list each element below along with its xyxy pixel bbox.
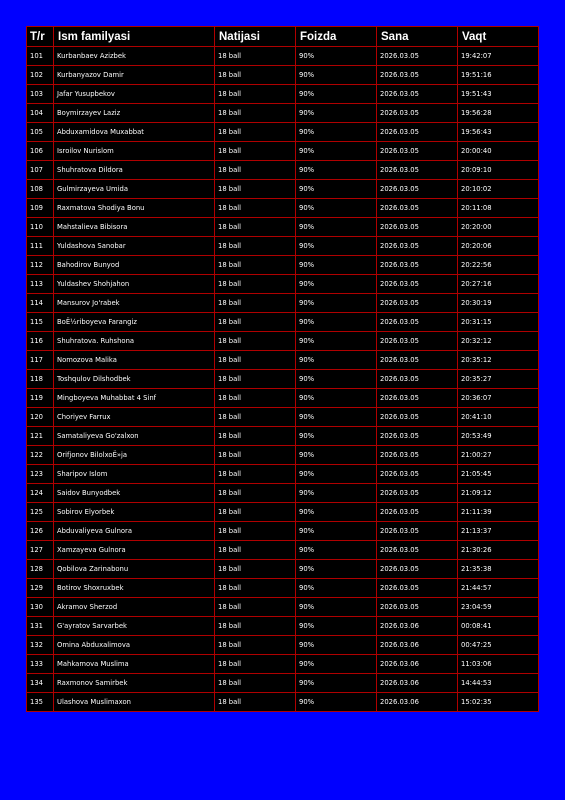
cell-date: 2026.03.05 xyxy=(377,560,458,579)
header-row xyxy=(27,27,539,47)
cell-full-name: Sharipov Islom xyxy=(54,465,215,484)
cell-percent: 90% xyxy=(296,275,377,294)
table-row xyxy=(27,313,539,332)
cell-number: 120 xyxy=(27,408,54,427)
cell-number: 131 xyxy=(27,617,54,636)
header-result: Natijasi xyxy=(215,27,296,47)
cell-number: 126 xyxy=(27,522,54,541)
header-full-name: Ism familyasi xyxy=(54,27,215,47)
cell-time: 20:41:10 xyxy=(458,408,539,427)
cell-percent: 90% xyxy=(296,636,377,655)
cell-percent: 90% xyxy=(296,142,377,161)
cell-full-name: Ulashova Muslimaxon xyxy=(54,693,215,712)
cell-full-name: Shuhratova. Ruhshona xyxy=(54,332,215,351)
cell-result: 18 ball xyxy=(215,636,296,655)
cell-number: 119 xyxy=(27,389,54,408)
table-row xyxy=(27,636,539,655)
cell-full-name: Jafar Yusupbekov xyxy=(54,85,215,104)
cell-time: 00:47:25 xyxy=(458,636,539,655)
cell-percent: 90% xyxy=(296,484,377,503)
cell-percent: 90% xyxy=(296,617,377,636)
cell-percent: 90% xyxy=(296,313,377,332)
cell-percent: 90% xyxy=(296,560,377,579)
cell-percent: 90% xyxy=(296,47,377,66)
table-row xyxy=(27,351,539,370)
cell-time: 20:22:56 xyxy=(458,256,539,275)
cell-number: 106 xyxy=(27,142,54,161)
table-row xyxy=(27,180,539,199)
cell-time: 21:35:38 xyxy=(458,560,539,579)
cell-full-name: Mahstalieva Bibisora xyxy=(54,218,215,237)
results-sheet xyxy=(26,26,538,712)
cell-number: 115 xyxy=(27,313,54,332)
cell-percent: 90% xyxy=(296,104,377,123)
cell-percent: 90% xyxy=(296,351,377,370)
cell-number: 135 xyxy=(27,693,54,712)
cell-time: 20:20:06 xyxy=(458,237,539,256)
cell-number: 112 xyxy=(27,256,54,275)
cell-percent: 90% xyxy=(296,199,377,218)
cell-date: 2026.03.05 xyxy=(377,541,458,560)
cell-full-name: Gulmirzayeva Umida xyxy=(54,180,215,199)
cell-full-name: Kurbanyazov Damir xyxy=(54,66,215,85)
cell-date: 2026.03.05 xyxy=(377,332,458,351)
cell-full-name: Mahkamova Muslima xyxy=(54,655,215,674)
cell-percent: 90% xyxy=(296,693,377,712)
cell-result: 18 ball xyxy=(215,180,296,199)
cell-percent: 90% xyxy=(296,674,377,693)
table-row xyxy=(27,218,539,237)
cell-percent: 90% xyxy=(296,370,377,389)
table-row xyxy=(27,541,539,560)
table-row xyxy=(27,332,539,351)
cell-result: 18 ball xyxy=(215,693,296,712)
cell-time: 21:00:27 xyxy=(458,446,539,465)
cell-time: 21:05:45 xyxy=(458,465,539,484)
cell-number: 110 xyxy=(27,218,54,237)
cell-percent: 90% xyxy=(296,161,377,180)
cell-result: 18 ball xyxy=(215,427,296,446)
cell-percent: 90% xyxy=(296,389,377,408)
cell-time: 20:36:07 xyxy=(458,389,539,408)
cell-result: 18 ball xyxy=(215,47,296,66)
cell-number: 118 xyxy=(27,370,54,389)
cell-result: 18 ball xyxy=(215,218,296,237)
cell-time: 20:31:15 xyxy=(458,313,539,332)
cell-percent: 90% xyxy=(296,237,377,256)
cell-number: 125 xyxy=(27,503,54,522)
cell-result: 18 ball xyxy=(215,256,296,275)
table-row xyxy=(27,427,539,446)
cell-time: 20:35:12 xyxy=(458,351,539,370)
cell-result: 18 ball xyxy=(215,161,296,180)
cell-time: 20:53:49 xyxy=(458,427,539,446)
cell-date: 2026.03.06 xyxy=(377,617,458,636)
cell-date: 2026.03.05 xyxy=(377,427,458,446)
cell-result: 18 ball xyxy=(215,85,296,104)
cell-full-name: Xamzayeva Gulnora xyxy=(54,541,215,560)
cell-full-name: Abduxamidova Muxabbat xyxy=(54,123,215,142)
cell-full-name: Yuldashev Shohjahon xyxy=(54,275,215,294)
cell-percent: 90% xyxy=(296,446,377,465)
cell-number: 123 xyxy=(27,465,54,484)
cell-time: 21:30:26 xyxy=(458,541,539,560)
cell-percent: 90% xyxy=(296,256,377,275)
cell-full-name: Kurbanbaev Azizbek xyxy=(54,47,215,66)
cell-time: 14:44:53 xyxy=(458,674,539,693)
cell-date: 2026.03.05 xyxy=(377,579,458,598)
cell-number: 107 xyxy=(27,161,54,180)
cell-number: 128 xyxy=(27,560,54,579)
cell-time: 19:51:16 xyxy=(458,66,539,85)
cell-date: 2026.03.05 xyxy=(377,351,458,370)
table-row xyxy=(27,142,539,161)
cell-number: 113 xyxy=(27,275,54,294)
cell-full-name: Qobilova Zarinabonu xyxy=(54,560,215,579)
cell-date: 2026.03.05 xyxy=(377,85,458,104)
cell-date: 2026.03.05 xyxy=(377,275,458,294)
table-row xyxy=(27,579,539,598)
cell-number: 116 xyxy=(27,332,54,351)
cell-time: 20:10:02 xyxy=(458,180,539,199)
cell-time: 20:11:08 xyxy=(458,199,539,218)
cell-number: 111 xyxy=(27,237,54,256)
cell-percent: 90% xyxy=(296,85,377,104)
table-row xyxy=(27,161,539,180)
cell-percent: 90% xyxy=(296,541,377,560)
cell-number: 127 xyxy=(27,541,54,560)
cell-number: 101 xyxy=(27,47,54,66)
cell-result: 18 ball xyxy=(215,560,296,579)
table-row xyxy=(27,389,539,408)
table-row xyxy=(27,294,539,313)
cell-percent: 90% xyxy=(296,465,377,484)
table-row xyxy=(27,446,539,465)
cell-time: 19:56:43 xyxy=(458,123,539,142)
table-row xyxy=(27,47,539,66)
cell-date: 2026.03.05 xyxy=(377,465,458,484)
cell-time: 20:09:10 xyxy=(458,161,539,180)
cell-result: 18 ball xyxy=(215,199,296,218)
table-row xyxy=(27,275,539,294)
cell-result: 18 ball xyxy=(215,579,296,598)
cell-result: 18 ball xyxy=(215,370,296,389)
cell-number: 133 xyxy=(27,655,54,674)
cell-number: 122 xyxy=(27,446,54,465)
cell-full-name: Botirov Shoxruxbek xyxy=(54,579,215,598)
cell-full-name: Mingboyeva Muhabbat 4 Sinf xyxy=(54,389,215,408)
cell-full-name: Isroilov Nurislom xyxy=(54,142,215,161)
cell-time: 00:08:41 xyxy=(458,617,539,636)
cell-date: 2026.03.05 xyxy=(377,218,458,237)
table-row xyxy=(27,503,539,522)
table-row xyxy=(27,465,539,484)
table-row xyxy=(27,674,539,693)
cell-number: 105 xyxy=(27,123,54,142)
cell-number: 104 xyxy=(27,104,54,123)
cell-full-name: Shuhratova Dildora xyxy=(54,161,215,180)
cell-result: 18 ball xyxy=(215,522,296,541)
cell-time: 19:51:43 xyxy=(458,85,539,104)
table-header xyxy=(27,27,539,47)
table-row xyxy=(27,123,539,142)
cell-full-name: Boymirzayev Laziz xyxy=(54,104,215,123)
table-row xyxy=(27,655,539,674)
cell-date: 2026.03.06 xyxy=(377,636,458,655)
cell-result: 18 ball xyxy=(215,617,296,636)
cell-result: 18 ball xyxy=(215,313,296,332)
cell-result: 18 ball xyxy=(215,465,296,484)
cell-date: 2026.03.05 xyxy=(377,256,458,275)
cell-full-name: G'ayratov Sarvarbek xyxy=(54,617,215,636)
cell-date: 2026.03.05 xyxy=(377,408,458,427)
table-body xyxy=(27,47,539,712)
cell-result: 18 ball xyxy=(215,598,296,617)
cell-date: 2026.03.05 xyxy=(377,47,458,66)
cell-date: 2026.03.05 xyxy=(377,161,458,180)
results-table xyxy=(26,26,539,712)
cell-time: 23:04:59 xyxy=(458,598,539,617)
cell-number: 117 xyxy=(27,351,54,370)
table-row xyxy=(27,85,539,104)
cell-full-name: BoЁ½riboyeva Farangiz xyxy=(54,313,215,332)
cell-percent: 90% xyxy=(296,598,377,617)
table-row xyxy=(27,104,539,123)
cell-percent: 90% xyxy=(296,427,377,446)
cell-date: 2026.03.05 xyxy=(377,180,458,199)
table-row xyxy=(27,693,539,712)
cell-time: 20:20:00 xyxy=(458,218,539,237)
table-row xyxy=(27,370,539,389)
cell-date: 2026.03.06 xyxy=(377,674,458,693)
cell-date: 2026.03.05 xyxy=(377,294,458,313)
cell-date: 2026.03.05 xyxy=(377,66,458,85)
cell-result: 18 ball xyxy=(215,446,296,465)
cell-time: 21:13:37 xyxy=(458,522,539,541)
cell-time: 20:30:19 xyxy=(458,294,539,313)
cell-time: 15:02:35 xyxy=(458,693,539,712)
cell-percent: 90% xyxy=(296,655,377,674)
cell-number: 121 xyxy=(27,427,54,446)
table-row xyxy=(27,237,539,256)
cell-full-name: Omina Abduxalimova xyxy=(54,636,215,655)
cell-date: 2026.03.05 xyxy=(377,503,458,522)
cell-full-name: Yuldashova Sanobar xyxy=(54,237,215,256)
cell-percent: 90% xyxy=(296,123,377,142)
cell-full-name: Raxmatova Shodiya Bonu xyxy=(54,199,215,218)
cell-percent: 90% xyxy=(296,180,377,199)
table-row xyxy=(27,598,539,617)
table-row xyxy=(27,199,539,218)
cell-percent: 90% xyxy=(296,294,377,313)
cell-full-name: Akramov Sherzod xyxy=(54,598,215,617)
cell-time: 20:27:16 xyxy=(458,275,539,294)
cell-full-name: Orifjonov BilolxoЁ»ja xyxy=(54,446,215,465)
cell-full-name: Samataliyeva Go'zalxon xyxy=(54,427,215,446)
cell-result: 18 ball xyxy=(215,66,296,85)
cell-date: 2026.03.05 xyxy=(377,313,458,332)
cell-result: 18 ball xyxy=(215,484,296,503)
cell-full-name: Bahodirov Bunyod xyxy=(54,256,215,275)
cell-number: 108 xyxy=(27,180,54,199)
cell-number: 129 xyxy=(27,579,54,598)
cell-percent: 90% xyxy=(296,579,377,598)
cell-result: 18 ball xyxy=(215,237,296,256)
cell-date: 2026.03.05 xyxy=(377,199,458,218)
cell-time: 20:00:40 xyxy=(458,142,539,161)
cell-full-name: Mansurov Jo'rabek xyxy=(54,294,215,313)
table-row xyxy=(27,484,539,503)
cell-percent: 90% xyxy=(296,522,377,541)
table-row xyxy=(27,66,539,85)
cell-date: 2026.03.05 xyxy=(377,370,458,389)
cell-number: 124 xyxy=(27,484,54,503)
cell-number: 102 xyxy=(27,66,54,85)
table-row xyxy=(27,408,539,427)
cell-percent: 90% xyxy=(296,66,377,85)
cell-number: 130 xyxy=(27,598,54,617)
cell-date: 2026.03.05 xyxy=(377,123,458,142)
cell-result: 18 ball xyxy=(215,351,296,370)
header-number: T/r xyxy=(27,27,54,47)
cell-date: 2026.03.05 xyxy=(377,522,458,541)
cell-number: 103 xyxy=(27,85,54,104)
cell-full-name: Toshqulov Dilshodbek xyxy=(54,370,215,389)
cell-date: 2026.03.05 xyxy=(377,446,458,465)
cell-time: 19:56:28 xyxy=(458,104,539,123)
cell-result: 18 ball xyxy=(215,294,296,313)
cell-full-name: Choriyev Farrux xyxy=(54,408,215,427)
table-row xyxy=(27,256,539,275)
cell-time: 20:32:12 xyxy=(458,332,539,351)
cell-time: 20:35:27 xyxy=(458,370,539,389)
cell-date: 2026.03.06 xyxy=(377,655,458,674)
cell-full-name: Sobirov Elyorbek xyxy=(54,503,215,522)
table-row xyxy=(27,560,539,579)
table-row xyxy=(27,522,539,541)
cell-full-name: Saidov Bunyodbek xyxy=(54,484,215,503)
cell-time: 21:09:12 xyxy=(458,484,539,503)
header-percent: Foizda xyxy=(296,27,377,47)
cell-result: 18 ball xyxy=(215,104,296,123)
header-date: Sana xyxy=(377,27,458,47)
cell-date: 2026.03.05 xyxy=(377,237,458,256)
cell-result: 18 ball xyxy=(215,275,296,294)
table-row xyxy=(27,617,539,636)
cell-full-name: Raxmonov Samirbek xyxy=(54,674,215,693)
cell-result: 18 ball xyxy=(215,123,296,142)
cell-result: 18 ball xyxy=(215,503,296,522)
header-time: Vaqt xyxy=(458,27,539,47)
cell-number: 109 xyxy=(27,199,54,218)
cell-date: 2026.03.06 xyxy=(377,693,458,712)
cell-time: 19:42:07 xyxy=(458,47,539,66)
cell-date: 2026.03.05 xyxy=(377,142,458,161)
cell-number: 134 xyxy=(27,674,54,693)
cell-percent: 90% xyxy=(296,503,377,522)
cell-date: 2026.03.05 xyxy=(377,389,458,408)
cell-result: 18 ball xyxy=(215,389,296,408)
cell-date: 2026.03.05 xyxy=(377,484,458,503)
cell-number: 132 xyxy=(27,636,54,655)
cell-percent: 90% xyxy=(296,218,377,237)
cell-time: 21:44:57 xyxy=(458,579,539,598)
cell-full-name: Abduvaliyeva Gulnora xyxy=(54,522,215,541)
cell-full-name: Nomozova Malika xyxy=(54,351,215,370)
cell-result: 18 ball xyxy=(215,541,296,560)
cell-result: 18 ball xyxy=(215,674,296,693)
cell-result: 18 ball xyxy=(215,142,296,161)
cell-date: 2026.03.05 xyxy=(377,104,458,123)
cell-percent: 90% xyxy=(296,408,377,427)
cell-time: 11:03:06 xyxy=(458,655,539,674)
cell-date: 2026.03.05 xyxy=(377,598,458,617)
cell-result: 18 ball xyxy=(215,408,296,427)
cell-number: 114 xyxy=(27,294,54,313)
cell-time: 21:11:39 xyxy=(458,503,539,522)
cell-result: 18 ball xyxy=(215,655,296,674)
cell-result: 18 ball xyxy=(215,332,296,351)
cell-percent: 90% xyxy=(296,332,377,351)
